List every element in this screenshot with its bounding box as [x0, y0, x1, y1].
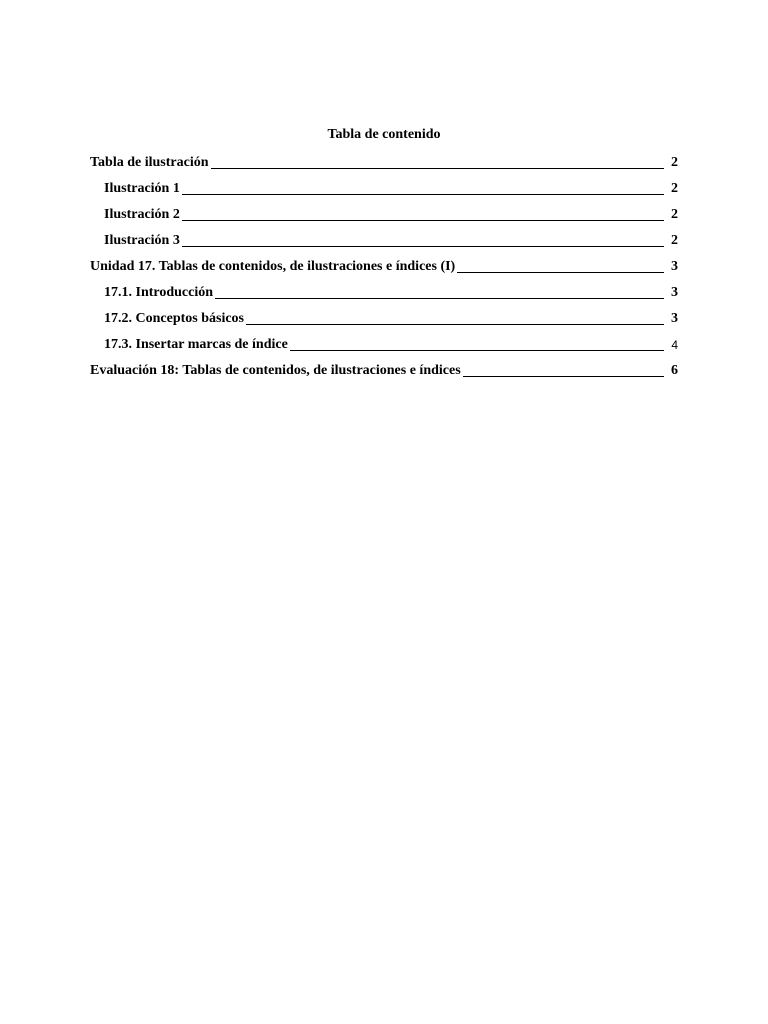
- toc-leader-line: [182, 220, 664, 221]
- toc-entry-page: 3: [671, 285, 678, 300]
- toc-leader-line: [290, 350, 664, 351]
- toc-entry[interactable]: [90, 146, 678, 172]
- toc-entry[interactable]: [90, 302, 678, 328]
- toc-entry-label: Evaluación 18: Tablas de contenidos, de ilustraciones e índices: [90, 363, 461, 378]
- toc-leader-line: [182, 246, 664, 247]
- toc-entry-page: 6: [671, 363, 678, 378]
- toc-entry[interactable]: [90, 276, 678, 302]
- toc-entry-label: 17.3. Insertar marcas de índice: [104, 337, 288, 352]
- toc-leader-line: [215, 298, 664, 299]
- toc-entry-label: Unidad 17. Tablas de contenidos, de ilustraciones e índices (I): [90, 259, 456, 274]
- toc-entry[interactable]: [90, 354, 678, 380]
- toc-entry-label: 17.2. Conceptos básicos: [104, 311, 245, 326]
- toc-entry-label: Tabla de ilustración: [90, 155, 209, 170]
- toc-entry-label: Ilustración 1: [104, 181, 180, 196]
- toc-entry[interactable]: [90, 328, 678, 354]
- toc-leader-line: [211, 168, 664, 169]
- toc-leader-line: [463, 376, 664, 377]
- toc-entry-page: 3: [671, 259, 678, 274]
- toc-list: [90, 146, 678, 380]
- toc-leader-line: [457, 272, 664, 273]
- toc-title: Tabla de contenido: [327, 127, 441, 142]
- toc-entry[interactable]: [90, 250, 678, 276]
- toc-leader-line: [246, 324, 664, 325]
- toc-leader-line: [182, 194, 664, 195]
- toc-entry[interactable]: [90, 198, 678, 224]
- toc-entry[interactable]: [90, 224, 678, 250]
- toc-entry[interactable]: [90, 172, 678, 198]
- toc-entry-label: 17.1. Introducción: [104, 285, 214, 300]
- toc-entry-page: 2: [671, 233, 678, 248]
- toc-entry-page: 3: [671, 311, 678, 326]
- toc-entry-label: Ilustración 3: [104, 233, 180, 248]
- toc-entry-page: 2: [671, 155, 678, 170]
- toc-entry-page: 4: [671, 338, 678, 352]
- toc-entry-page: 2: [671, 207, 678, 222]
- toc-entry-label: Ilustración 2: [104, 207, 180, 222]
- toc-entry-page: 2: [671, 181, 678, 196]
